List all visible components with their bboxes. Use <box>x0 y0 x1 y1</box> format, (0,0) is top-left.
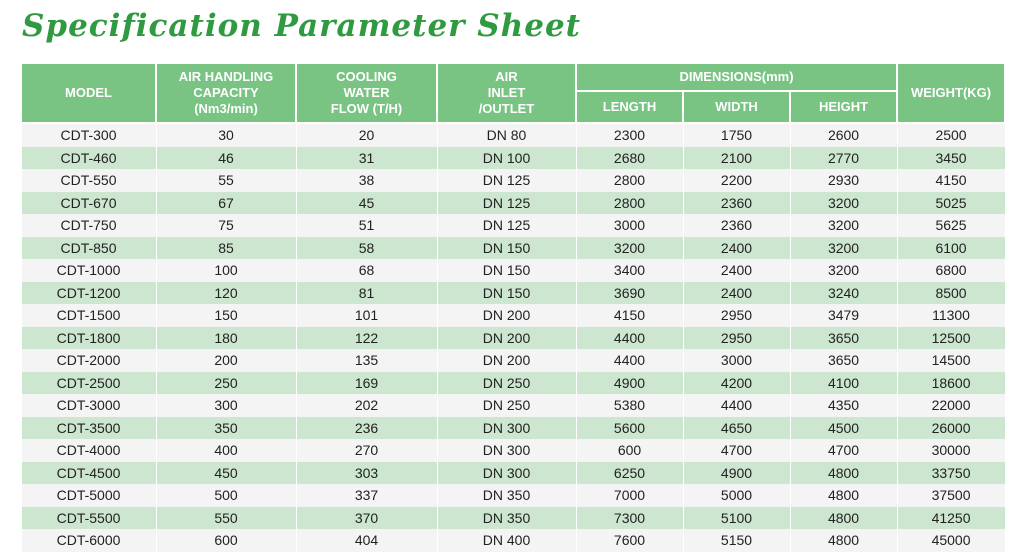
cell-air-handling-capacity: 400 <box>156 439 296 462</box>
cell-height: 3200 <box>790 259 897 282</box>
cell-air-handling-capacity: 75 <box>156 214 296 237</box>
cell-width: 5000 <box>683 484 790 507</box>
cell-width: 5150 <box>683 529 790 552</box>
cell-cooling-water-flow: 58 <box>296 237 437 260</box>
cell-model: CDT-1200 <box>21 282 156 305</box>
cell-length: 2680 <box>576 147 683 170</box>
table-row <box>21 529 1005 552</box>
cell-model: CDT-1000 <box>21 259 156 282</box>
header-line: AIR <box>495 69 518 84</box>
cell-air-inlet-outlet: DN 300 <box>437 439 576 462</box>
cell-length: 6250 <box>576 462 683 485</box>
cell-height: 4800 <box>790 462 897 485</box>
cell-length: 5380 <box>576 394 683 417</box>
cell-model: CDT-850 <box>21 237 156 260</box>
cell-weight: 6800 <box>897 259 1005 282</box>
cell-air-inlet-outlet: DN 300 <box>437 462 576 485</box>
cell-model: CDT-2000 <box>21 349 156 372</box>
cell-weight: 6100 <box>897 237 1005 260</box>
cell-weight: 33750 <box>897 462 1005 485</box>
cell-model: CDT-4500 <box>21 462 156 485</box>
cell-cooling-water-flow: 20 <box>296 123 437 147</box>
cell-height: 3200 <box>790 214 897 237</box>
header-line: (Nm3/min) <box>194 101 258 116</box>
table-row <box>21 462 1005 485</box>
cell-length: 7600 <box>576 529 683 552</box>
cell-weight: 30000 <box>897 439 1005 462</box>
cell-air-inlet-outlet: DN 200 <box>437 327 576 350</box>
cell-width: 4200 <box>683 372 790 395</box>
cell-width: 2950 <box>683 327 790 350</box>
header-length: LENGTH <box>576 91 683 123</box>
cell-weight: 12500 <box>897 327 1005 350</box>
cell-model: CDT-4000 <box>21 439 156 462</box>
cell-length: 3200 <box>576 237 683 260</box>
cell-weight: 3450 <box>897 147 1005 170</box>
header-line: CAPACITY <box>193 85 259 100</box>
cell-height: 2930 <box>790 169 897 192</box>
header-air-handling-capacity <box>156 63 296 123</box>
cell-model: CDT-5000 <box>21 484 156 507</box>
header-line: /OUTLET <box>478 101 535 116</box>
cell-air-inlet-outlet: DN 200 <box>437 349 576 372</box>
cell-cooling-water-flow: 31 <box>296 147 437 170</box>
cell-air-inlet-outlet: DN 200 <box>437 304 576 327</box>
cell-cooling-water-flow: 135 <box>296 349 437 372</box>
cell-weight: 4150 <box>897 169 1005 192</box>
cell-air-inlet-outlet: DN 400 <box>437 529 576 552</box>
cell-length: 3000 <box>576 214 683 237</box>
cell-model: CDT-550 <box>21 169 156 192</box>
cell-height: 3650 <box>790 349 897 372</box>
cell-weight: 5025 <box>897 192 1005 215</box>
header-cooling-water-flow <box>296 63 437 123</box>
cell-cooling-water-flow: 81 <box>296 282 437 305</box>
table-row <box>21 484 1005 507</box>
cell-length: 7300 <box>576 507 683 530</box>
table-row <box>21 394 1005 417</box>
cell-air-inlet-outlet: DN 250 <box>437 394 576 417</box>
cell-height: 4100 <box>790 372 897 395</box>
cell-cooling-water-flow: 270 <box>296 439 437 462</box>
cell-model: CDT-750 <box>21 214 156 237</box>
cell-width: 4400 <box>683 394 790 417</box>
cell-weight: 8500 <box>897 282 1005 305</box>
table-header <box>21 63 1005 123</box>
cell-height: 4500 <box>790 417 897 440</box>
cell-cooling-water-flow: 169 <box>296 372 437 395</box>
cell-air-handling-capacity: 46 <box>156 147 296 170</box>
cell-height: 2770 <box>790 147 897 170</box>
header-height: HEIGHT <box>790 91 897 123</box>
table-row <box>21 349 1005 372</box>
cell-weight: 14500 <box>897 349 1005 372</box>
table-row <box>21 417 1005 440</box>
cell-cooling-water-flow: 101 <box>296 304 437 327</box>
page-title: Specification Parameter Sheet <box>22 8 581 44</box>
cell-height: 3650 <box>790 327 897 350</box>
cell-length: 4900 <box>576 372 683 395</box>
cell-width: 4700 <box>683 439 790 462</box>
cell-model: CDT-1500 <box>21 304 156 327</box>
cell-width: 4900 <box>683 462 790 485</box>
cell-air-handling-capacity: 120 <box>156 282 296 305</box>
header-line: AIR HANDLING <box>178 69 274 84</box>
cell-cooling-water-flow: 236 <box>296 417 437 440</box>
cell-height: 4700 <box>790 439 897 462</box>
cell-length: 2800 <box>576 192 683 215</box>
cell-cooling-water-flow: 45 <box>296 192 437 215</box>
header-line: WATER <box>343 85 390 100</box>
cell-length: 4400 <box>576 349 683 372</box>
cell-width: 2360 <box>683 192 790 215</box>
cell-air-inlet-outlet: DN 150 <box>437 259 576 282</box>
cell-model: CDT-3500 <box>21 417 156 440</box>
cell-air-handling-capacity: 180 <box>156 327 296 350</box>
cell-air-inlet-outlet: DN 125 <box>437 214 576 237</box>
cell-weight: 22000 <box>897 394 1005 417</box>
cell-model: CDT-6000 <box>21 529 156 552</box>
cell-air-inlet-outlet: DN 350 <box>437 507 576 530</box>
table-row <box>21 304 1005 327</box>
header-dimensions: DIMENSIONS(mm) <box>576 63 897 91</box>
cell-height: 3200 <box>790 237 897 260</box>
cell-height: 4800 <box>790 484 897 507</box>
header-air-inlet-outlet <box>437 63 576 123</box>
cell-cooling-water-flow: 68 <box>296 259 437 282</box>
cell-weight: 26000 <box>897 417 1005 440</box>
header-line: COOLING <box>336 69 397 84</box>
cell-height: 3479 <box>790 304 897 327</box>
table-body <box>21 123 1005 552</box>
cell-air-inlet-outlet: DN 250 <box>437 372 576 395</box>
header-width: WIDTH <box>683 91 790 123</box>
cell-cooling-water-flow: 38 <box>296 169 437 192</box>
cell-length: 600 <box>576 439 683 462</box>
cell-length: 5600 <box>576 417 683 440</box>
cell-height: 3240 <box>790 282 897 305</box>
cell-width: 5100 <box>683 507 790 530</box>
cell-air-inlet-outlet: DN 125 <box>437 192 576 215</box>
cell-height: 2600 <box>790 123 897 147</box>
cell-width: 4650 <box>683 417 790 440</box>
table-row <box>21 214 1005 237</box>
cell-air-handling-capacity: 30 <box>156 123 296 147</box>
cell-length: 2800 <box>576 169 683 192</box>
cell-height: 4800 <box>790 507 897 530</box>
cell-height: 4350 <box>790 394 897 417</box>
cell-air-handling-capacity: 85 <box>156 237 296 260</box>
cell-width: 2950 <box>683 304 790 327</box>
cell-weight: 2500 <box>897 123 1005 147</box>
cell-weight: 5625 <box>897 214 1005 237</box>
cell-length: 7000 <box>576 484 683 507</box>
cell-air-handling-capacity: 500 <box>156 484 296 507</box>
cell-air-inlet-outlet: DN 350 <box>437 484 576 507</box>
cell-model: CDT-670 <box>21 192 156 215</box>
cell-width: 2400 <box>683 282 790 305</box>
cell-air-inlet-outlet: DN 150 <box>437 237 576 260</box>
table-row <box>21 327 1005 350</box>
header-weight: WEIGHT(KG) <box>897 63 1005 123</box>
cell-air-handling-capacity: 300 <box>156 394 296 417</box>
cell-height: 3200 <box>790 192 897 215</box>
cell-cooling-water-flow: 202 <box>296 394 437 417</box>
cell-weight: 41250 <box>897 507 1005 530</box>
header-line: INLET <box>487 85 526 100</box>
cell-air-inlet-outlet: DN 100 <box>437 147 576 170</box>
table-row <box>21 507 1005 530</box>
cell-model: CDT-1800 <box>21 327 156 350</box>
cell-cooling-water-flow: 303 <box>296 462 437 485</box>
cell-model: CDT-460 <box>21 147 156 170</box>
cell-air-handling-capacity: 350 <box>156 417 296 440</box>
table-row <box>21 123 1005 147</box>
table-row <box>21 372 1005 395</box>
cell-cooling-water-flow: 337 <box>296 484 437 507</box>
cell-weight: 18600 <box>897 372 1005 395</box>
cell-weight: 45000 <box>897 529 1005 552</box>
cell-air-handling-capacity: 67 <box>156 192 296 215</box>
table-row <box>21 259 1005 282</box>
cell-model: CDT-5500 <box>21 507 156 530</box>
header-line: FLOW (T/H) <box>330 101 403 116</box>
cell-weight: 37500 <box>897 484 1005 507</box>
specification-table <box>20 62 1006 552</box>
cell-width: 2100 <box>683 147 790 170</box>
cell-air-inlet-outlet: DN 80 <box>437 123 576 147</box>
header-model: MODEL <box>21 63 156 123</box>
cell-width: 2360 <box>683 214 790 237</box>
table-row <box>21 237 1005 260</box>
cell-air-inlet-outlet: DN 125 <box>437 169 576 192</box>
cell-length: 3690 <box>576 282 683 305</box>
cell-cooling-water-flow: 122 <box>296 327 437 350</box>
table-row <box>21 282 1005 305</box>
cell-air-handling-capacity: 450 <box>156 462 296 485</box>
cell-model: CDT-2500 <box>21 372 156 395</box>
cell-cooling-water-flow: 51 <box>296 214 437 237</box>
cell-air-handling-capacity: 55 <box>156 169 296 192</box>
cell-cooling-water-flow: 404 <box>296 529 437 552</box>
table-row <box>21 192 1005 215</box>
cell-air-handling-capacity: 250 <box>156 372 296 395</box>
table-row <box>21 147 1005 170</box>
cell-width: 2200 <box>683 169 790 192</box>
cell-width: 2400 <box>683 259 790 282</box>
cell-air-handling-capacity: 200 <box>156 349 296 372</box>
table-row <box>21 169 1005 192</box>
cell-air-handling-capacity: 100 <box>156 259 296 282</box>
cell-air-handling-capacity: 550 <box>156 507 296 530</box>
cell-cooling-water-flow: 370 <box>296 507 437 530</box>
cell-air-handling-capacity: 600 <box>156 529 296 552</box>
cell-width: 3000 <box>683 349 790 372</box>
table-row <box>21 439 1005 462</box>
cell-width: 2400 <box>683 237 790 260</box>
cell-width: 1750 <box>683 123 790 147</box>
cell-length: 4400 <box>576 327 683 350</box>
cell-air-inlet-outlet: DN 150 <box>437 282 576 305</box>
cell-length: 4150 <box>576 304 683 327</box>
cell-length: 2300 <box>576 123 683 147</box>
cell-length: 3400 <box>576 259 683 282</box>
cell-model: CDT-3000 <box>21 394 156 417</box>
cell-height: 4800 <box>790 529 897 552</box>
cell-model: CDT-300 <box>21 123 156 147</box>
cell-weight: 11300 <box>897 304 1005 327</box>
cell-air-inlet-outlet: DN 300 <box>437 417 576 440</box>
cell-air-handling-capacity: 150 <box>156 304 296 327</box>
